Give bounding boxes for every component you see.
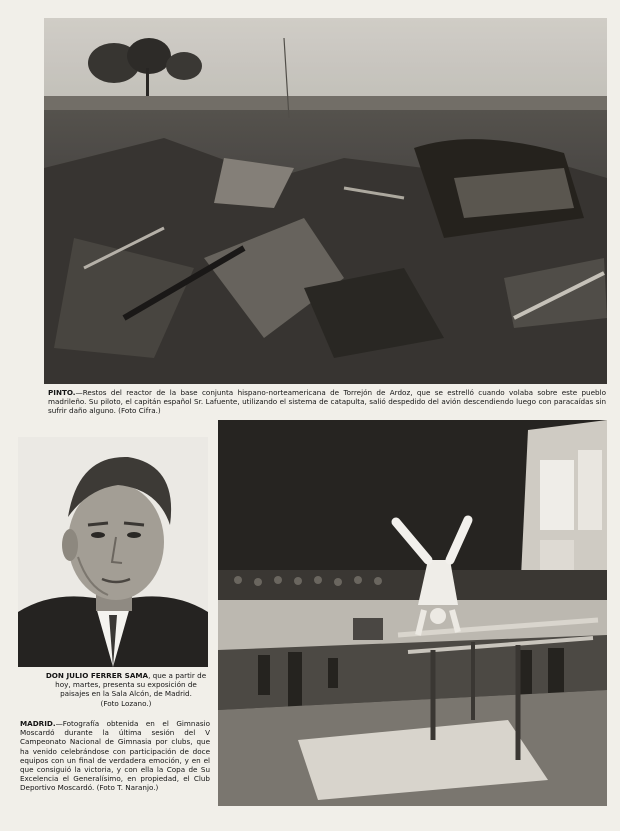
- caption-ferrer-lead: DON JULIO FERRER SAMA: [45, 671, 149, 680]
- caption-madrid-text: —Fotografía obtenida en el Gimnasio Moscardó durante la última sesión del V Campeonato Nacional de Gimnasia por clubs, que ha venido celebrándose con participación de doce equipos con un final de verdadera emoción, y en el que consiguió la victoria, y con ella la Copa de Su Excelencia el Generalísimo, en propiedad, el Club Deportivo Moscardó.: [20, 719, 210, 793]
- caption-pinto: [48, 388, 606, 416]
- portrait-image: [18, 437, 208, 667]
- gymnastics-image: [218, 420, 607, 806]
- caption-madrid: [20, 719, 210, 793]
- wreckage-photo: [44, 18, 607, 384]
- caption-pinto-lead: PINTO.: [48, 388, 76, 397]
- caption-madrid-credit: (Foto T. Naranjo.): [96, 783, 159, 793]
- wreckage-image: [44, 18, 607, 384]
- gymnastics-photo: [218, 420, 607, 806]
- caption-madrid-lead: MADRID.: [20, 719, 56, 728]
- caption-pinto-text: —Restos del reactor de la base conjunta hispano-norteamericana de Torrejón de Ardoz, que se estrelló cuando volaba sobre este pueblo madrileño. Su piloto, el capitán español Sr. Lafuente, utilizando el sistema de catapulta, salió despedido del avión descendiendo luego con paracaídas sin sufrir daño alguno.: [48, 388, 606, 416]
- caption-ferrer-credit: (Foto Lozano.): [100, 698, 152, 708]
- portrait-photo: [18, 437, 208, 667]
- caption-ferrer: [40, 671, 212, 708]
- caption-pinto-credit: (Foto Cifra.): [118, 406, 161, 416]
- caption-ferrer-text: , que a partir de hoy, martes, presenta su exposición de paisajes en la Sala Alcón, de Madrid.: [55, 671, 207, 699]
